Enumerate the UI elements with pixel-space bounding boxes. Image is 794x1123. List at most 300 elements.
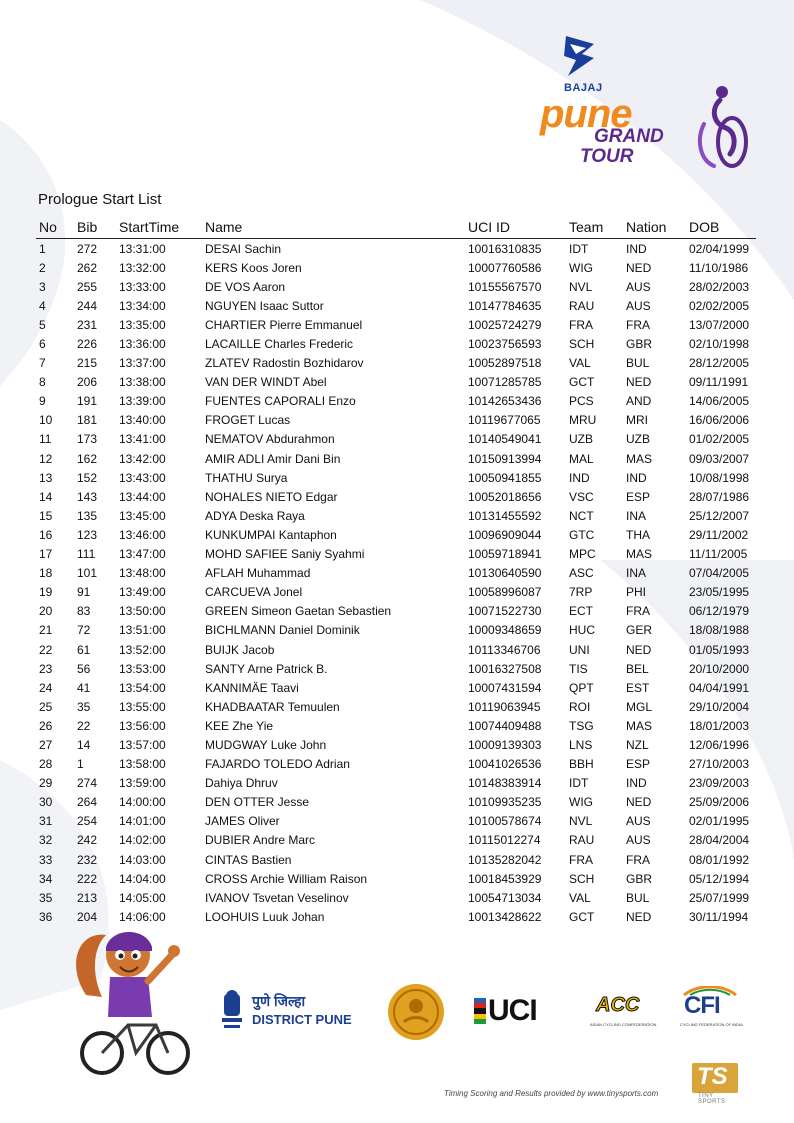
cell-name: ZLATEV Radostin Bozhidarov: [205, 356, 364, 371]
cell-name: CARCUEVA Jonel: [205, 585, 303, 600]
cell-nation: GBR: [626, 337, 653, 352]
cell-nation: AUS: [626, 279, 651, 294]
cfi-subtitle: CYCLING FEDERATION OF INDIA: [680, 1022, 743, 1027]
table-row: [36, 831, 756, 850]
table-row: [36, 869, 756, 888]
cell-no: 8: [39, 375, 46, 390]
cell-start-time: 14:05:00: [119, 890, 166, 905]
cell-start-time: 13:42:00: [119, 451, 166, 466]
cell-uci-id: 10140549041: [468, 432, 542, 447]
cell-name: DESAI Sachin: [205, 241, 282, 256]
cell-no: 21: [39, 623, 53, 638]
rider-rows: [36, 239, 756, 927]
cell-dob: 23/05/1995: [689, 585, 750, 600]
cell-start-time: 13:59:00: [119, 776, 166, 791]
cell-uci-id: 10023756593: [468, 337, 542, 352]
cell-team: IDT: [569, 241, 589, 256]
cell-dob: 11/11/2005: [689, 547, 748, 562]
cell-no: 9: [39, 394, 46, 409]
cell-bib: 204: [77, 909, 98, 924]
cell-name: GREEN Simeon Gaetan Sebastien: [205, 604, 392, 619]
cell-nation: FRA: [626, 604, 650, 619]
cell-start-time: 14:01:00: [119, 814, 166, 829]
cell-no: 32: [39, 833, 53, 848]
cfi-logo: [680, 986, 743, 1030]
cell-team: ECT: [569, 604, 593, 619]
cell-dob: 25/12/2007: [689, 508, 750, 523]
page-title: Prologue Start List: [38, 191, 162, 208]
cell-dob: 20/10/2000: [689, 661, 750, 676]
cell-name: BUIJK Jacob: [205, 642, 275, 657]
cell-bib: 152: [77, 470, 98, 485]
bajaj-emblem-icon: [562, 34, 598, 78]
bajaj-wordmark: BAJAJ: [564, 82, 603, 94]
cell-no: 24: [39, 680, 53, 695]
cell-team: LNS: [569, 737, 593, 752]
table-row: [36, 506, 756, 525]
cell-start-time: 13:48:00: [119, 566, 166, 581]
cell-bib: 56: [77, 661, 91, 676]
cell-name: MOHD SAFIEE Saniy Syahmi: [205, 547, 365, 562]
cell-team: PCS: [569, 394, 594, 409]
table-row: [36, 755, 756, 774]
cell-uci-id: 10052897518: [468, 356, 542, 371]
cell-dob: 30/11/1994: [689, 909, 749, 924]
cell-nation: PHI: [626, 585, 647, 600]
cell-bib: 123: [77, 527, 98, 542]
cell-nation: NED: [626, 260, 652, 275]
column-header-bib: Bib: [74, 216, 116, 239]
table-row: [36, 621, 756, 640]
cell-uci-id: 10007760586: [468, 260, 542, 275]
cell-name: FAJARDO TOLEDO Adrian: [205, 757, 350, 772]
cell-bib: 101: [77, 566, 98, 581]
cell-bib: 262: [77, 260, 98, 275]
cell-start-time: 13:55:00: [119, 699, 166, 714]
cell-nation: FRA: [626, 852, 650, 867]
cell-no: 20: [39, 604, 53, 619]
cell-start-time: 13:49:00: [119, 585, 166, 600]
table-row: [36, 411, 756, 430]
cell-team: TIS: [569, 661, 588, 676]
cell-bib: 254: [77, 814, 98, 829]
cell-uci-id: 10155567570: [468, 279, 542, 294]
table-row: [36, 659, 756, 678]
cell-start-time: 13:52:00: [119, 642, 166, 657]
ts-text: TS: [697, 1063, 728, 1090]
cell-name: CROSS Archie William Raison: [205, 871, 368, 886]
cell-bib: 255: [77, 279, 98, 294]
cell-dob: 13/07/2000: [689, 317, 750, 332]
cell-start-time: 13:44:00: [119, 489, 166, 504]
cell-no: 16: [39, 527, 53, 542]
cell-nation: BEL: [626, 661, 649, 676]
cell-name: DE VOS Aaron: [205, 279, 286, 294]
cell-uci-id: 10147784635: [468, 298, 542, 313]
cell-uci-id: 10025724279: [468, 317, 542, 332]
cell-start-time: 13:50:00: [119, 604, 166, 619]
cell-uci-id: 10115012274: [468, 833, 541, 848]
cell-nation: INA: [626, 508, 647, 523]
cell-team: BBH: [569, 757, 594, 772]
cell-nation: BUL: [626, 890, 650, 905]
column-header-team: Team: [566, 216, 623, 239]
cell-nation: THA: [626, 527, 650, 542]
cell-bib: 14: [77, 737, 91, 752]
table-row: [36, 697, 756, 716]
cell-no: 29: [39, 776, 53, 791]
uci-logo: [474, 996, 558, 1028]
cell-start-time: 13:36:00: [119, 337, 166, 352]
cell-uci-id: 10009348659: [468, 623, 542, 638]
cell-bib: 232: [77, 852, 98, 867]
start-list-table: [36, 216, 756, 926]
cell-no: 6: [39, 337, 46, 352]
table-row: [36, 640, 756, 659]
cell-name: KHADBAATAR Temuulen: [205, 699, 340, 714]
cell-dob: 25/07/1999: [689, 890, 750, 905]
cell-team: MRU: [569, 413, 597, 428]
cell-no: 4: [39, 298, 46, 313]
cell-nation: GBR: [626, 871, 653, 886]
cell-nation: UZB: [626, 432, 650, 447]
cell-team: NVL: [569, 814, 593, 829]
cell-team: GCT: [569, 375, 595, 390]
cell-bib: 191: [77, 394, 98, 409]
cell-bib: 181: [77, 413, 98, 428]
cell-dob: 02/04/1999: [689, 241, 750, 256]
table-row: [36, 296, 756, 315]
cell-dob: 08/01/1992: [689, 852, 750, 867]
cell-dob: 05/12/1994: [689, 871, 750, 886]
cell-uci-id: 10071522730: [468, 604, 542, 619]
cell-dob: 18/01/2003: [689, 718, 750, 733]
cell-name: AMIR ADLI Amir Dani Bin: [205, 451, 341, 466]
cell-team: GCT: [569, 909, 595, 924]
cell-dob: 27/10/2003: [689, 757, 750, 772]
cell-name: VAN DER WINDT Abel: [205, 375, 327, 390]
cell-bib: 226: [77, 337, 98, 352]
cell-start-time: 14:03:00: [119, 852, 166, 867]
cell-team: SCH: [569, 871, 595, 886]
cell-bib: 111: [77, 547, 96, 562]
column-header-name: Name: [202, 216, 465, 239]
event-logo: [520, 30, 750, 180]
national-emblem-icon: [218, 988, 246, 1032]
cell-bib: 41: [77, 680, 91, 695]
cell-name: CINTAS Bastien: [205, 852, 292, 867]
cell-start-time: 13:51:00: [119, 623, 166, 638]
table-row: [36, 812, 756, 831]
cell-dob: 29/11/2002: [689, 527, 749, 542]
cell-nation: AUS: [626, 298, 651, 313]
cell-uci-id: 10013428622: [468, 909, 542, 924]
acc-subtitle: ASIAN CYCLING CONFEDERATION: [590, 1022, 657, 1027]
cyclist-icon: [692, 84, 750, 170]
cell-nation: NED: [626, 375, 652, 390]
cell-team: NVL: [569, 279, 593, 294]
cell-team: MAL: [569, 451, 594, 466]
cell-name: KEE Zhe Yie: [205, 718, 274, 733]
cell-no: 23: [39, 661, 53, 676]
cell-bib: 206: [77, 375, 98, 390]
cell-team: WIG: [569, 260, 593, 275]
cell-bib: 215: [77, 356, 98, 371]
table-row: [36, 907, 756, 926]
table-row: [36, 678, 756, 697]
cell-start-time: 13:47:00: [119, 547, 166, 562]
cell-nation: IND: [626, 241, 647, 256]
squirrel-mascot-illustration: [72, 925, 192, 1085]
cell-name: KANNIMÄE Taavi: [205, 680, 299, 695]
cell-team: RAU: [569, 298, 595, 313]
cell-nation: INA: [626, 566, 647, 581]
cell-team: ROI: [569, 699, 591, 714]
cell-no: 30: [39, 795, 53, 810]
cell-start-time: 13:53:00: [119, 661, 166, 676]
column-header-uci-id: UCI ID: [465, 216, 566, 239]
acc-logo: [588, 992, 657, 1032]
cell-start-time: 13:33:00: [119, 279, 166, 294]
cell-dob: 02/01/1995: [689, 814, 750, 829]
cell-start-time: 14:00:00: [119, 795, 166, 810]
cell-dob: 28/07/1986: [689, 489, 750, 504]
cell-dob: 12/06/1996: [689, 737, 750, 752]
acc-text: ACC: [596, 994, 640, 1016]
cell-name: NOHALES NIETO Edgar: [205, 489, 338, 504]
cell-nation: GER: [626, 623, 653, 638]
cell-nation: NED: [626, 795, 652, 810]
cell-name: DUBIER Andre Marc: [205, 833, 316, 848]
cell-no: 25: [39, 699, 53, 714]
cell-start-time: 13:54:00: [119, 680, 166, 695]
table-row: [36, 774, 756, 793]
cell-no: 27: [39, 737, 53, 752]
table-row: [36, 583, 756, 602]
cell-nation: NZL: [626, 737, 649, 752]
cell-no: 19: [39, 585, 53, 600]
cell-no: 13: [39, 470, 53, 485]
cell-dob: 02/10/1998: [689, 337, 750, 352]
cell-uci-id: 10054713034: [468, 890, 542, 905]
cell-no: 36: [39, 909, 53, 924]
cell-nation: NED: [626, 909, 652, 924]
cell-no: 18: [39, 566, 53, 581]
cell-bib: 213: [77, 890, 98, 905]
cell-team: HUC: [569, 623, 595, 638]
cell-name: LACAILLE Charles Frederic: [205, 337, 354, 352]
cell-uci-id: 10016310835: [468, 241, 542, 256]
cell-nation: MGL: [626, 699, 653, 714]
cell-start-time: 13:38:00: [119, 375, 166, 390]
cell-no: 3: [39, 279, 46, 294]
cell-team: RAU: [569, 833, 595, 848]
column-header-dob: DOB: [686, 216, 756, 239]
cell-name: THATHU Surya: [205, 470, 288, 485]
cell-bib: 1: [77, 757, 84, 772]
table-row: [36, 888, 756, 907]
cell-team: ASC: [569, 566, 594, 581]
cell-team: SCH: [569, 337, 595, 352]
table-row: [36, 354, 756, 373]
cell-no: 11: [39, 432, 52, 447]
cell-nation: IND: [626, 470, 647, 485]
cell-no: 34: [39, 871, 53, 886]
cell-start-time: 13:43:00: [119, 470, 166, 485]
cell-dob: 29/10/2004: [689, 699, 750, 714]
cell-dob: 02/02/2005: [689, 298, 750, 313]
cell-bib: 143: [77, 489, 98, 504]
cell-team: UNI: [569, 642, 590, 657]
cell-start-time: 13:45:00: [119, 508, 166, 523]
cell-name: FROGET Lucas: [205, 413, 291, 428]
table-row: [36, 430, 756, 449]
table-header-row: [36, 216, 756, 239]
table-row: [36, 793, 756, 812]
cell-nation: NED: [626, 642, 652, 657]
cell-team: 7RP: [569, 585, 593, 600]
table-row: [36, 392, 756, 411]
cell-start-time: 13:37:00: [119, 356, 166, 371]
cell-team: VAL: [569, 356, 591, 371]
cfi-text: CFI: [684, 992, 720, 1019]
cell-start-time: 13:34:00: [119, 298, 166, 313]
cell-start-time: 13:35:00: [119, 317, 166, 332]
cell-dob: 18/08/1988: [689, 623, 750, 638]
cell-team: GTC: [569, 527, 595, 542]
cell-start-time: 14:04:00: [119, 871, 166, 886]
column-header-no: No: [36, 216, 74, 239]
column-header-nation: Nation: [623, 216, 686, 239]
cell-dob: 01/02/2005: [689, 432, 750, 447]
cell-no: 5: [39, 317, 46, 332]
cell-bib: 264: [77, 795, 98, 810]
cell-team: QPT: [569, 680, 594, 695]
cell-uci-id: 10113346706: [468, 642, 541, 657]
cell-uci-id: 10150913994: [468, 451, 542, 466]
cell-dob: 09/11/1991: [689, 375, 749, 390]
cell-uci-id: 10058996087: [468, 585, 542, 600]
cell-bib: 135: [77, 508, 98, 523]
table-row: [36, 602, 756, 621]
cell-uci-id: 10074409488: [468, 718, 542, 733]
cell-no: 33: [39, 852, 53, 867]
cell-uci-id: 10041026536: [468, 757, 542, 772]
cell-nation: ESP: [626, 757, 651, 772]
table-row: [36, 525, 756, 544]
cell-uci-id: 10119063945: [468, 699, 541, 714]
cell-team: FRA: [569, 852, 593, 867]
cell-no: 12: [39, 451, 53, 466]
table-row: [36, 564, 756, 583]
cell-start-time: 13:39:00: [119, 394, 166, 409]
cell-nation: ESP: [626, 489, 651, 504]
cell-bib: 83: [77, 604, 91, 619]
cell-name: FUENTES CAPORALI Enzo: [205, 394, 356, 409]
district-pune-text: DISTRICT PUNE: [252, 1012, 352, 1027]
cell-nation: EST: [626, 680, 650, 695]
uci-rainbow-stripes-icon: [474, 998, 486, 1024]
cell-start-time: 13:32:00: [119, 260, 166, 275]
cell-start-time: 14:02:00: [119, 833, 166, 848]
cell-team: FRA: [569, 317, 593, 332]
cell-name: KUNKUMPAI Kantaphon: [205, 527, 337, 542]
cell-name: LOOHUIS Luuk Johan: [205, 909, 325, 924]
cell-bib: 162: [77, 451, 98, 466]
cell-name: AFLAH Muhammad: [205, 566, 311, 581]
cell-name: Dahiya Dhruv: [205, 776, 278, 791]
district-hindi-text: पुणे जिल्हा: [252, 993, 306, 1009]
cell-name: IVANOV Tsvetan Veselinov: [205, 890, 349, 905]
cell-no: 10: [39, 413, 53, 428]
cell-nation: MAS: [626, 547, 653, 562]
cell-name: CHARTIER Pierre Emmanuel: [205, 317, 363, 332]
cell-uci-id: 10148383914: [468, 776, 542, 791]
cell-name: ADYA Deska Raya: [205, 508, 305, 523]
cell-uci-id: 10059718941: [468, 547, 542, 562]
tour-wordmark: TOUR: [580, 146, 634, 167]
cell-team: WIG: [569, 795, 593, 810]
timing-credit: Timing Scoring and Results provided by www.tinysports.com: [444, 1089, 659, 1098]
cell-nation: IND: [626, 776, 647, 791]
cell-nation: BUL: [626, 356, 650, 371]
cell-bib: 22: [77, 718, 91, 733]
cell-name: NGUYEN Isaac Suttor: [205, 298, 324, 313]
cell-uci-id: 10007431594: [468, 680, 542, 695]
cell-dob: 01/05/1993: [689, 642, 750, 657]
cell-start-time: 13:58:00: [119, 757, 166, 772]
cell-name: DEN OTTER Jesse: [205, 795, 310, 810]
cell-team: IND: [569, 470, 590, 485]
table-row: [36, 545, 756, 564]
cell-bib: 72: [77, 623, 91, 638]
cell-dob: 28/12/2005: [689, 356, 750, 371]
cell-uci-id: 10100578674: [468, 814, 542, 829]
cell-bib: 231: [77, 317, 98, 332]
cell-nation: AUS: [626, 833, 651, 848]
district-pune-logo: [218, 988, 358, 1034]
cell-uci-id: 10142653436: [468, 394, 542, 409]
table-row: [36, 258, 756, 277]
table-row: [36, 735, 756, 754]
cell-nation: AUS: [626, 814, 651, 829]
cell-bib: 61: [77, 642, 91, 657]
table-row: [36, 239, 756, 259]
cell-name: NEMATOV Abdurahmon: [205, 432, 335, 447]
cell-uci-id: 10050941855: [468, 470, 542, 485]
cell-uci-id: 10096909044: [468, 527, 542, 542]
table-row: [36, 850, 756, 869]
cell-start-time: 13:56:00: [119, 718, 166, 733]
cell-uci-id: 10009139303: [468, 737, 542, 752]
cell-no: 2: [39, 260, 46, 275]
cell-dob: 09/03/2007: [689, 451, 750, 466]
table-row: [36, 277, 756, 296]
cell-name: BICHLMANN Daniel Dominik: [205, 623, 360, 638]
cell-team: UZB: [569, 432, 593, 447]
cell-team: MPC: [569, 547, 596, 562]
cell-nation: FRA: [626, 317, 650, 332]
cell-bib: 272: [77, 241, 98, 256]
cell-start-time: 14:06:00: [119, 909, 166, 924]
cell-nation: MAS: [626, 718, 653, 733]
pune-wordmark: pune: [540, 92, 632, 136]
cell-start-time: 13:46:00: [119, 527, 166, 542]
cell-dob: 28/02/2003: [689, 279, 750, 294]
tiny-sports-logo: [692, 1063, 738, 1105]
cell-dob: 04/04/1991: [689, 680, 750, 695]
table-row: [36, 334, 756, 353]
